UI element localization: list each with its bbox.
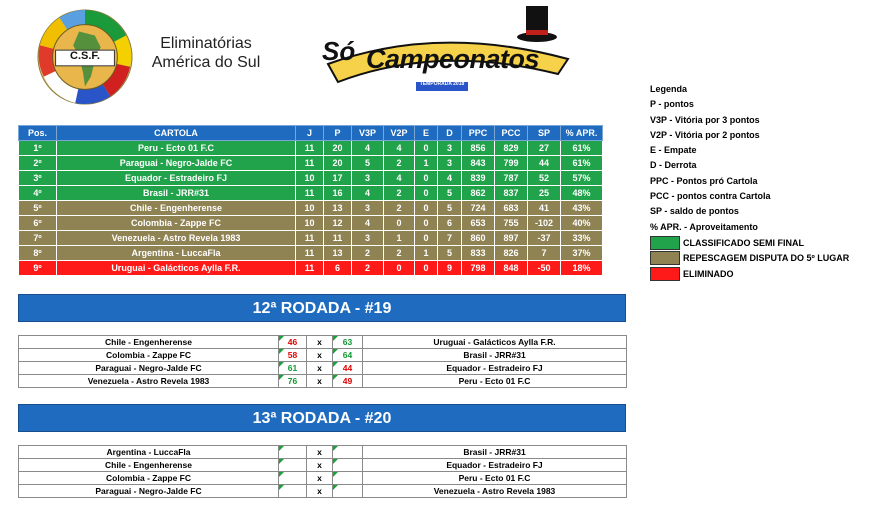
match-row: [19, 375, 627, 388]
standings-cell-v3p: 2: [352, 261, 384, 276]
match-home-score: 76: [279, 375, 307, 388]
match-away-score: 63: [333, 336, 363, 349]
legend-item: % APR. - Aproveitamento: [650, 221, 758, 232]
standings-row: [19, 186, 603, 201]
standings-cell-sp: 41: [528, 201, 561, 216]
standings-cell-ppc: 833: [462, 246, 495, 261]
standings-cell-e: 0: [415, 261, 438, 276]
standings-cell-cartola: Peru - Ecto 01 F.C: [57, 141, 296, 156]
standings-cell-p: 20: [324, 156, 352, 171]
match-home-score: 46: [279, 336, 307, 349]
standings-cell-p: 17: [324, 171, 352, 186]
match-row: [19, 349, 627, 362]
standings-cell-p: 12: [324, 216, 352, 231]
round-12-title: 12ª RODADA - #19: [18, 294, 626, 322]
match-away-score: 49: [333, 375, 363, 388]
standings-cell-pos: 1º: [19, 141, 57, 156]
match-away-team: Uruguai - Galácticos Aylla F.R.: [363, 336, 627, 349]
legend-swatch: [650, 251, 680, 265]
standings-cell-pcc: 799: [495, 156, 528, 171]
legend-key-label: ELIMINADO: [683, 268, 734, 279]
match-home-score: [279, 472, 307, 485]
match-home-team: Argentina - LuccaFla: [19, 446, 279, 459]
col-header-d: D: [438, 126, 462, 141]
match-row: [19, 459, 627, 472]
match-row: [19, 446, 627, 459]
standings-cell-e: 0: [415, 216, 438, 231]
match-home-score: [279, 446, 307, 459]
standings-cell-cartola: Brasil - JRR#31: [57, 186, 296, 201]
standings-cell-pcc: 826: [495, 246, 528, 261]
standings-cell-apr: 18%: [561, 261, 603, 276]
round-12-matches: [18, 335, 627, 388]
standings-cell-j: 11: [296, 186, 324, 201]
standings-cell-j: 10: [296, 216, 324, 231]
standings-row: [19, 171, 603, 186]
standings-cell-pos: 7º: [19, 231, 57, 246]
match-vs: x: [307, 375, 333, 388]
standings-cell-j: 10: [296, 171, 324, 186]
legend-item: PPC - Pontos pró Cartola: [650, 175, 758, 186]
match-away-score: [333, 459, 363, 472]
col-header-apr: % APR.: [561, 126, 603, 141]
standings-row: [19, 231, 603, 246]
standings-cell-cartola: Colombia - Zappe FC: [57, 216, 296, 231]
standings-cell-d: 5: [438, 186, 462, 201]
standings-cell-sp: 52: [528, 171, 561, 186]
standings-row: [19, 156, 603, 171]
standings-cell-e: 0: [415, 201, 438, 216]
standings-cell-e: 1: [415, 156, 438, 171]
standings-cell-v3p: 3: [352, 201, 384, 216]
standings-cell-ppc: 724: [462, 201, 495, 216]
standings-cell-apr: 43%: [561, 201, 603, 216]
standings-cell-pcc: 897: [495, 231, 528, 246]
match-away-team: Venezuela - Astro Revela 1983: [363, 485, 627, 498]
match-vs: x: [307, 336, 333, 349]
standings-cell-d: 5: [438, 201, 462, 216]
legend-key-label: REPESCAGEM DISPUTA DO 5º LUGAR: [683, 253, 850, 264]
csf-logo-text: C.S.F.: [70, 50, 100, 62]
standings-cell-sp: 7: [528, 246, 561, 261]
standings-cell-p: 16: [324, 186, 352, 201]
standings-cell-apr: 37%: [561, 246, 603, 261]
match-row: [19, 472, 627, 485]
match-home-team: Chile - Engenherense: [19, 336, 279, 349]
match-row: [19, 336, 627, 349]
standings-cell-d: 3: [438, 156, 462, 171]
legend-item: V2P - Vitória por 2 pontos: [650, 129, 760, 140]
match-home-team: Paraguai - Negro-Jalde FC: [19, 485, 279, 498]
standings-cell-v2p: 4: [384, 141, 415, 156]
standings-cell-cartola: Venezuela - Astro Revela 1983: [57, 231, 296, 246]
standings-row: [19, 246, 603, 261]
standings-cell-d: 6: [438, 216, 462, 231]
standings-cell-j: 11: [296, 231, 324, 246]
standings-header-row: [19, 126, 603, 141]
standings-cell-v3p: 4: [352, 141, 384, 156]
standings-cell-j: 11: [296, 141, 324, 156]
match-away-team: Brasil - JRR#31: [363, 349, 627, 362]
standings-row: [19, 216, 603, 231]
standings-cell-sp: 25: [528, 186, 561, 201]
standings-cell-ppc: 798: [462, 261, 495, 276]
standings-cell-v2p: 2: [384, 201, 415, 216]
standings-cell-pos: 4º: [19, 186, 57, 201]
standings-cell-pcc: 787: [495, 171, 528, 186]
legend-item: P - pontos: [650, 99, 694, 110]
col-header-sp: SP: [528, 126, 561, 141]
match-vs: x: [307, 362, 333, 375]
standings-table: [18, 125, 603, 276]
standings-cell-pos: 6º: [19, 216, 57, 231]
standings-cell-e: 0: [415, 141, 438, 156]
legend-title: Legenda: [650, 84, 688, 94]
standings-cell-apr: 33%: [561, 231, 603, 246]
standings-cell-d: 5: [438, 246, 462, 261]
standings-cell-pos: 2º: [19, 156, 57, 171]
match-away-score: [333, 485, 363, 498]
standings-cell-pcc: 683: [495, 201, 528, 216]
brand-so: Só: [322, 36, 356, 66]
standings-cell-v2p: 2: [384, 246, 415, 261]
legend-item: PCC - pontos contra Cartola: [650, 191, 771, 202]
standings-cell-e: 1: [415, 246, 438, 261]
standings-cell-j: 11: [296, 156, 324, 171]
match-away-team: Peru - Ecto 01 F.C: [363, 375, 627, 388]
match-home-team: Chile - Engenherense: [19, 459, 279, 472]
col-header-v2p: V2P: [384, 126, 415, 141]
legend-item: E - Empate: [650, 145, 697, 156]
match-vs: x: [307, 349, 333, 362]
standings-cell-ppc: 860: [462, 231, 495, 246]
standings-row: [19, 261, 603, 276]
competition-title: [142, 34, 270, 72]
standings-cell-v2p: 0: [384, 216, 415, 231]
match-vs: x: [307, 485, 333, 498]
match-away-score: [333, 446, 363, 459]
brand-badge: TEMPORADA 2018: [419, 81, 465, 87]
standings-cell-cartola: Argentina - LuccaFla: [57, 246, 296, 261]
brand-campeonatos: Campeonatos: [366, 44, 540, 74]
standings-row: [19, 201, 603, 216]
standings-cell-ppc: 653: [462, 216, 495, 231]
standings-cell-apr: 48%: [561, 186, 603, 201]
standings-cell-v3p: 3: [352, 171, 384, 186]
match-home-score: 61: [279, 362, 307, 375]
standings-cell-sp: -50: [528, 261, 561, 276]
col-header-j: J: [296, 126, 324, 141]
standings-cell-apr: 57%: [561, 171, 603, 186]
standings-cell-sp: -102: [528, 216, 561, 231]
standings-row: [19, 141, 603, 156]
legend-swatch: [650, 236, 680, 250]
legend: [650, 82, 869, 281]
standings-cell-p: 20: [324, 141, 352, 156]
standings-cell-cartola: Uruguai - Galácticos Aylla F.R.: [57, 261, 296, 276]
round-13-title: 13ª RODADA - #20: [18, 404, 626, 432]
col-header-ppc: PPC: [462, 126, 495, 141]
standings-cell-v3p: 2: [352, 246, 384, 261]
match-away-team: Peru - Ecto 01 F.C: [363, 472, 627, 485]
standings-cell-v3p: 5: [352, 156, 384, 171]
col-header-cartola: CARTOLA: [57, 126, 296, 141]
standings-cell-cartola: Chile - Engenherense: [57, 201, 296, 216]
standings-cell-pos: 3º: [19, 171, 57, 186]
standings-cell-d: 7: [438, 231, 462, 246]
standings-cell-d: 3: [438, 141, 462, 156]
standings-cell-v2p: 2: [384, 156, 415, 171]
col-header-pos: Pos.: [19, 126, 57, 141]
match-vs: x: [307, 446, 333, 459]
match-away-score: 44: [333, 362, 363, 375]
legend-key-label: CLASSIFICADO SEMI FINAL: [683, 237, 804, 248]
match-home-score: [279, 459, 307, 472]
col-header-v3p: V3P: [352, 126, 384, 141]
standings-cell-pos: 8º: [19, 246, 57, 261]
standings-cell-d: 4: [438, 171, 462, 186]
competition-title-line1: Eliminatórias: [160, 35, 252, 52]
standings-cell-v2p: 0: [384, 261, 415, 276]
match-away-score: 64: [333, 349, 363, 362]
standings-cell-v3p: 3: [352, 231, 384, 246]
standings-cell-v2p: 2: [384, 186, 415, 201]
standings-cell-pcc: 837: [495, 186, 528, 201]
round-13-matches: [18, 445, 627, 498]
standings-cell-e: 0: [415, 231, 438, 246]
standings-cell-sp: 27: [528, 141, 561, 156]
legend-item: V3P - Vitória por 3 pontos: [650, 114, 760, 125]
standings-cell-sp: 44: [528, 156, 561, 171]
match-vs: x: [307, 459, 333, 472]
legend-item: SP - saldo de pontos: [650, 206, 739, 217]
match-row: [19, 362, 627, 375]
standings-cell-apr: 40%: [561, 216, 603, 231]
standings-cell-ppc: 843: [462, 156, 495, 171]
standings-cell-p: 6: [324, 261, 352, 276]
standings-cell-ppc: 839: [462, 171, 495, 186]
standings-cell-apr: 61%: [561, 156, 603, 171]
standings-cell-v3p: 4: [352, 186, 384, 201]
standings-cell-apr: 61%: [561, 141, 603, 156]
standings-cell-ppc: 862: [462, 186, 495, 201]
match-home-score: [279, 485, 307, 498]
standings-cell-pos: 9º: [19, 261, 57, 276]
standings-cell-j: 11: [296, 261, 324, 276]
standings-cell-e: 0: [415, 171, 438, 186]
match-away-team: Equador - Estradeiro FJ: [363, 362, 627, 375]
legend-key: [650, 250, 869, 266]
standings-cell-p: 13: [324, 246, 352, 261]
competition-title-line2: América do Sul: [151, 54, 261, 71]
match-away-team: Brasil - JRR#31: [363, 446, 627, 459]
standings-cell-j: 11: [296, 246, 324, 261]
standings-cell-cartola: Equador - Estradeiro FJ: [57, 171, 296, 186]
match-home-team: Paraguai - Negro-Jalde FC: [19, 362, 279, 375]
legend-item: D - Derrota: [650, 160, 697, 171]
standings-cell-e: 0: [415, 186, 438, 201]
standings-cell-j: 10: [296, 201, 324, 216]
standings-cell-ppc: 856: [462, 141, 495, 156]
match-row: [19, 485, 627, 498]
match-home-team: Venezuela - Astro Revela 1983: [19, 375, 279, 388]
standings-cell-p: 13: [324, 201, 352, 216]
col-header-pcc: PCC: [495, 126, 528, 141]
legend-swatch: [650, 267, 680, 281]
col-header-p: P: [324, 126, 352, 141]
col-header-e: E: [415, 126, 438, 141]
legend-key: [650, 266, 869, 282]
standings-cell-v3p: 4: [352, 216, 384, 231]
standings-cell-v2p: 1: [384, 231, 415, 246]
standings-cell-pcc: 848: [495, 261, 528, 276]
standings-cell-cartola: Paraguai - Negro-Jalde FC: [57, 156, 296, 171]
match-home-team: Colombia - Zappe FC: [19, 472, 279, 485]
match-home-team: Colombia - Zappe FC: [19, 349, 279, 362]
standings-cell-v2p: 4: [384, 171, 415, 186]
standings-cell-p: 11: [324, 231, 352, 246]
standings-cell-pcc: 829: [495, 141, 528, 156]
match-vs: x: [307, 472, 333, 485]
standings-cell-sp: -37: [528, 231, 561, 246]
match-away-team: Equador - Estradeiro FJ: [363, 459, 627, 472]
legend-key: [650, 235, 869, 251]
match-home-score: 58: [279, 349, 307, 362]
match-away-score: [333, 472, 363, 485]
standings-cell-pos: 5º: [19, 201, 57, 216]
standings-cell-d: 9: [438, 261, 462, 276]
standings-cell-pcc: 755: [495, 216, 528, 231]
